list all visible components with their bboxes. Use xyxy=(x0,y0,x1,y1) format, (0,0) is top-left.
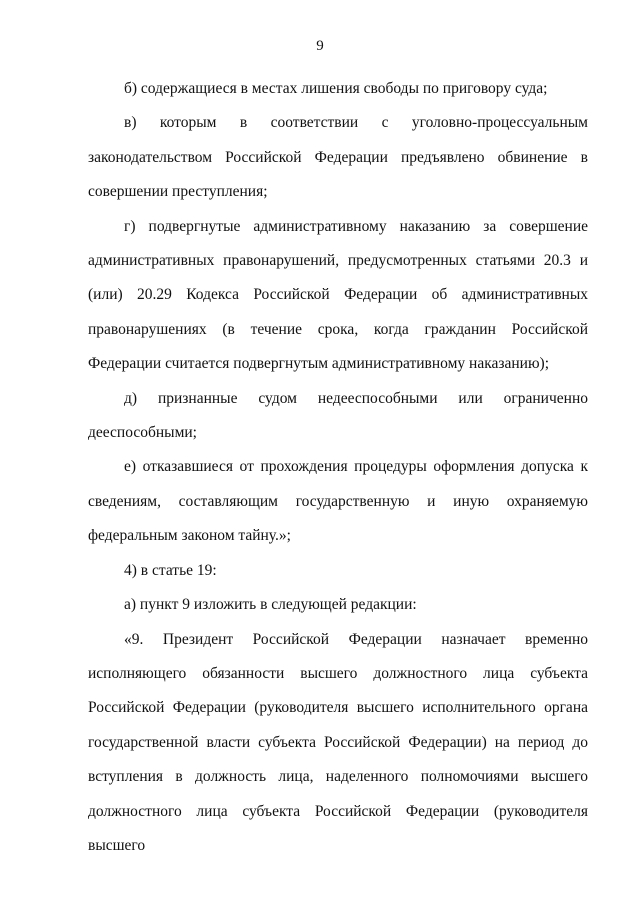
paragraph-b: б) содержащиеся в местах лишения свободы по приговору суда; xyxy=(124,80,548,97)
paragraph-e: е) отказавшиеся от прохождения процедуры оформления допуска к сведениям, составляющим государственную и иную охраняемую федеральным законом тайну.»; xyxy=(88,458,588,545)
paragraph-a: а) пункт 9 изложить в следующей редакции: xyxy=(124,596,417,614)
document-body xyxy=(88,72,588,863)
page-number: 9 xyxy=(316,38,324,54)
paragraph-point-9: «9. Президент Российской Федерации назначает временно исполняющего обязанности высшего должностного лица субъекта Российской Федерации (руководителя высшего исполнительного органа государственной власти субъекта Российской Федерации) на период до вступления в должность лица, наделенного полномочиями высшего должностного лица субъекта Российской Федерации (руководителя высшего xyxy=(88,630,588,854)
paragraph-d: д) признанные судом недееспособными или ограниченно дееспособными; xyxy=(88,389,588,442)
paragraph-g: г) подвергнутые административному наказанию за совершение административных правонарушений, предусмотренных статьями 20.3 и (или) 20.29 Кодекса Российской Федерации об административных правонарушениях (в течение срока, когда гражданин Российской Федерации считается подвергнутым административному наказанию); xyxy=(88,217,588,373)
paragraph-item-4: 4) в статье 19: xyxy=(124,561,217,579)
paragraph-v: в) которым в соответствии с уголовно-процессуальным законодательством Российской Федерации предъявлено обвинение в совершении преступления; xyxy=(88,114,588,201)
